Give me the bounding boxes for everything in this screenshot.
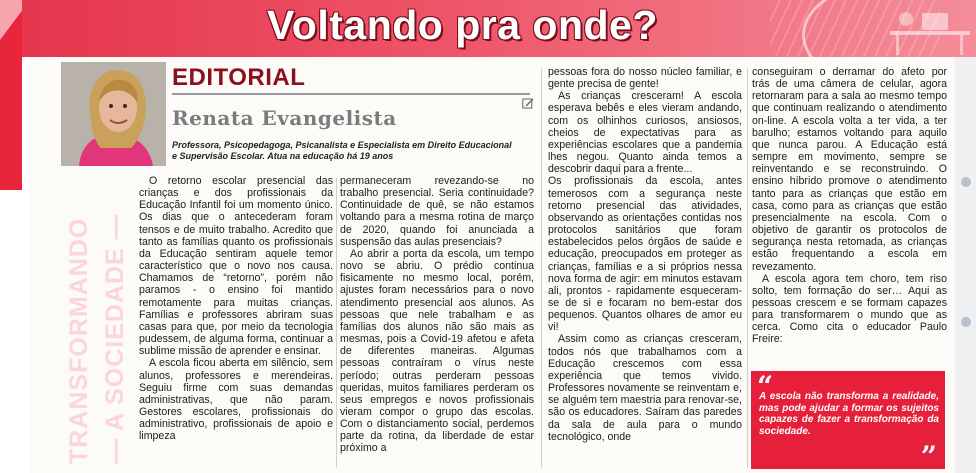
author-description: Professora, Psicopedagoga, Psicanalista e Especialista em Direito Educacional e Supervisão Escolar. Atua na educação há 19 anos [172, 140, 512, 161]
headline-banner [22, 0, 976, 57]
article-column-4 [752, 66, 947, 380]
author-photo [61, 62, 166, 166]
column-divider [747, 68, 748, 468]
right-edge-strip [955, 57, 976, 473]
paragraph: Ao abrir a porta da escola, um tempo novo se abriu. O prédio continua fisicamente no mesmo local, porém, ajustes foram necessários para o novo atendimento presencial aos alunos. As pessoas que nele trabalham e as famílias dos alunos não são mais as mesmas, pois a Covid-19 afetou e afeta de diferentes maneiras. Algumas pessoas contraíram o vírus neste período; outras perderam pessoas queridas, muitos familiares perderam os seus empregos e novos profissionais vieram compor o grupo das escolas. Com o distanciamento social, perdemos parte da rotina, da liberdade de estar próximo a [340, 247, 534, 455]
article-column-3 [548, 66, 742, 471]
paragraph: O retorno escolar presencial das crianças e dos profissionais da Educação Infantil foi um momento único. Os dias que o antecederam foram tensos e de muito trabalho. Acredito que tanto as famílias quanto os profissionais da Educação sentiram aquele temor característico que o novo nos causa. Chamamos de “retorno”, porém não paramos - o ensino foi mantido remotamente para muitas crianças. Famílias e professores abriram suas casas para que, por meio da tecnologia pudessem, de alguma forma, continuar a sublime missão de aprender e ensinar. [139, 175, 333, 358]
pencil-square-icon [522, 97, 534, 109]
slogan-line-2: — A SOCIEDADE — [101, 213, 129, 464]
author-portrait-icon [61, 62, 166, 166]
section-rule [172, 93, 530, 95]
paragraph: A escola ficou aberta em silêncio, sem alunos, professores e merendeiras. Seguiu firme com suas demandas administrativas, que não param. Gestores escolares, profissionais do administrativo, profissionais de apoio e limpeza [139, 357, 333, 443]
article-column-2 [340, 175, 534, 471]
paragraph: Assim como as crianças cresceram, todos nós que trabalhamos com a Educação crescemos com essa experiência que temos vivido. Professores novamente se reinventam e, se alguém tem maestria para renovar-se, são os educadores. Saíram das paredes da sala de aula para o mundo tecnológico, onde [548, 333, 742, 443]
headline: Voltando pra onde? [267, 2, 658, 48]
vertical-slogan [61, 176, 141, 466]
paragraph: permaneceram revezando-se no trabalho presencial. Seria continuidade? Continuidade de quê, se não estamos voltando para a mesma rotina de março de 2020, quando foi anunciada a suspensão das aulas presenciais? [340, 175, 534, 248]
strip-dot [961, 317, 971, 327]
left-ribbon [0, 0, 30, 473]
paragraph: pessoas fora do nosso núcleo familiar, e gente precisa de gente! [548, 66, 742, 91]
desk-illustration-icon [882, 5, 976, 55]
paragraph: conseguiram o derramar do afeto por trás de uma câmera de celular, agora retornaram para a sala ao mesmo tempo que continuam realizando o atendimento on-line. A escola volta a ter vida, a ter barulho; estamos voltando para aquilo que nunca parou. A Educação está sempre em movimento, sempre se reinventando e se reconstruindo. O ensino híbrido promove o atendimento tanto para as crianças que estão em casa, como para as crianças que estão presencialmente na escola. Com o objetivo de garantir os protocolos de segurança nesta retomada, as crianças estão frequentando a escola em revezamento. [752, 66, 947, 273]
article-column-1 [139, 175, 333, 471]
paragraph: As crianças cresceram! A escola esperava bebês e eles vieram andando, com os olhinhos curiosos, ansiosos, cheios de expectativas para as experiências escolares que a pandemia lhes negou. Quanto ainda temos a descobrir daqui para a frente... [548, 90, 742, 176]
section-label: EDITORIAL [172, 64, 306, 91]
paragraph: A escola agora tem choro, tem riso solto, tem formação do ser… Aqui as pessoas crescem e se formam capazes para transformarem o mundo que as cerca. Como cita o educador Paulo Freire: [752, 272, 947, 346]
pull-quote-text: A escola não transforma a realidade, mas pode ajudar a formar os sujeitos capazes de fazer a transformação da sociedade. [759, 391, 939, 437]
quote-open-icon: “ [757, 370, 774, 403]
strip-dot [961, 177, 971, 187]
author-name: Renata Evangelista [172, 106, 397, 130]
column-divider [336, 178, 337, 468]
pull-quote-box [751, 370, 945, 473]
quote-close-icon: ” [920, 440, 937, 473]
paragraph: Os profissionais da escola, antes temerosos com a segurança neste retorno presencial das atividades, observando as orientações contidas nos protocolos sanitários que foram estabelecidos pelos órgãos de saúde e educação, preocupados em proteger as crianças, famílias e a si próprios nessa nova forma de agir: em minutos estavam ali, prontos - rapidamente esqueceram-se de si e focaram no bem-estar dos pequenos. Quantos olhares de amor eu vi! [548, 175, 742, 334]
slogan-line-1: TRANSFORMANDO [65, 217, 93, 464]
column-divider [541, 68, 542, 468]
